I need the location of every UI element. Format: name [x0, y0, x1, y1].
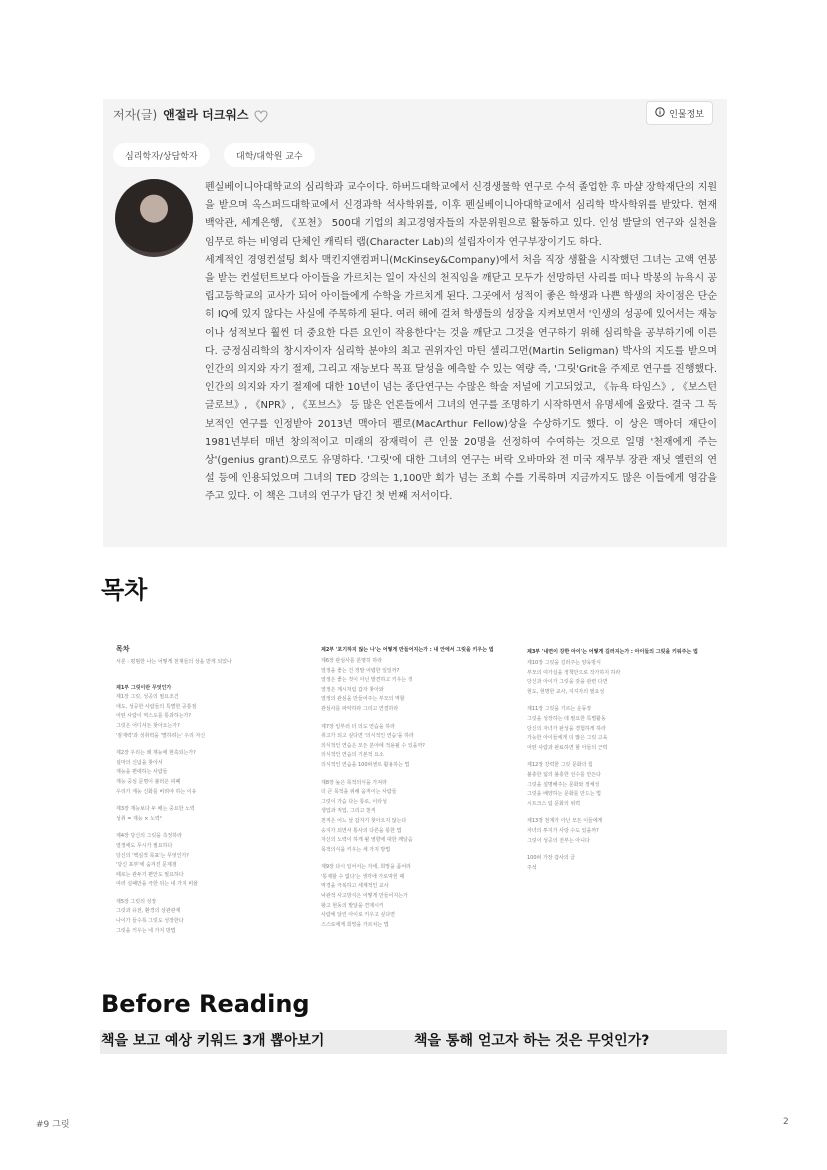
toc-entry: 나이가 들수록 그릿도 성장한다 — [116, 918, 184, 925]
info-icon — [655, 107, 665, 120]
toc-entry: 어떤 사람과 완료하면 할 아들의 근력 — [527, 744, 608, 751]
toc-image — [103, 628, 727, 964]
toc-entry: 그릿을 설명해주는 문화와 정체성 — [527, 781, 600, 788]
keyword-prompt: 책을 보고 예상 키워드 3개 뽑아보기 — [101, 1033, 325, 1049]
toc-entry: 어떤 사람이 역스도를 통과하는가? — [116, 713, 192, 720]
page-number: 2 — [783, 1117, 789, 1127]
toc-gap — [527, 753, 727, 761]
toc-entry: 당신의 자녀가 완성을 경험하게 하라 — [527, 725, 606, 732]
toc-entry: 재능 중심 문명이 불러온 피폐 — [116, 778, 181, 785]
toc-entry: 숭지가 되면서 통사의 다른을 통한 법 — [321, 827, 402, 834]
toc-entry: 제3장 재능보다 두 배는 중요한 노력 — [116, 806, 195, 813]
toc-entry: 자신의 노력이 하게 될 영향에 대한 깨달음 — [321, 837, 413, 844]
heart-icon[interactable] — [254, 108, 268, 121]
toc-entry: 열정의 관심을 만들어주는 부모의 역할 — [321, 696, 405, 703]
toc-entry: 자녀의 투지가 사랑 수도 있을까? — [527, 827, 599, 834]
toc-entry: 당신과 아이가 그릿을 갖을 관련 다면 — [527, 679, 608, 686]
toc-entry: 불충한 팀의 불충한 선수를 만든다 — [527, 771, 601, 778]
toc-gap — [527, 809, 727, 817]
toc-title: 목차 — [101, 576, 148, 604]
toc-entry: '잠재력'과 성취력을 '별하려는' 우리 자신 — [116, 732, 206, 739]
toc-entry: 열정을 좋는 건 정말 어렵한 일일까? — [321, 667, 400, 674]
toc-entry: 제2장 우리는 왜 재능에 현혹되는가? — [116, 750, 196, 757]
toc-gap — [527, 697, 727, 705]
toc-entry: '통제할 수 없다'는 생각에 가로막힌 때 — [321, 873, 405, 880]
toc-entry: 제4장 당신의 그릿을 측정하라 — [116, 833, 182, 840]
author-bio — [205, 179, 717, 507]
author-role: 저자(글) — [113, 107, 158, 122]
toc-entry: 설마의 신념을 찾아서 — [116, 759, 163, 766]
author-tag[interactable]: 심리학자/상담학자 — [113, 143, 210, 167]
toc-gap — [321, 855, 521, 863]
toc-entry: 왕고 현동의 발달을 견제시키 — [321, 902, 384, 909]
toc-column-heading: 제3부 '내면이 강한 아이'는 어떻게 길러지는가 : 아이들의 그릿을 키워주는 법 — [527, 649, 698, 655]
toc-entry: 때로는 관두기 편안도 필요하다 — [116, 871, 184, 878]
toc-entry: 주석 — [527, 864, 537, 871]
bio-paragraph: 세계적인 경영컨설팅 회사 맥킨지앤컴퍼니(McKinsey&Company)에서 처음 직장 생활을 시작했던 그녀는 고액 연봉을 받는 컨설턴트보다 아이들을 가르치는 일이 자신의 천직임을 깨닫고 모두가 선망하던 사리를 떠나 박봉의 뉴욕시 공립고등학교의 교사가 되어 아이들에게 수학을 가르치게 된다. 그곳에서 성적이 좋은 학생과 나쁜 학생의 차이점은 단순히 IQ에 있지 않다는 사실에 주목하게 된다. 여러 해에 걸쳐 학생들의 성장을 지켜보면서 '인생의 성공에 있어서는 재능이나 성적보다 훨씬 더 중요한 다른 요인이 작용한다'는 것을 깨닫고 그것을 연구하기 위해 심리학을 공부하기에 이른다. 긍정심리학의 창시자이자 심리학 분야의 최고 권위자인 마틴 셀리그먼(Martin Seligman) 박사의 지도를 받으며 인간의 의지와 자기 절제, 그리고 재능보다 목표 달성을 예측할 수 있는 역량 즉, '그릿'Grit을 주제로 연구를 진행했다. 인간의 의지와 자기 절제에 대한 10년이 넘는 종단연구는 수많은 학술 저널에 기고되었고, 《뉴욕 타임스》, 《보스턴 글로브》, 《NPR》, 《포브스》 등 많은 언론들에서 그녀의 연구를 조명하기 시작하면서 유명세에 올랐다. 결국 그 독보적인 연구를 인정받아 2013년 맥아더 펠로(MacArthur Fellow)상을 수상하기도 했다. 이 상은 맥아더 재단이 1981년부터 매년 창의적이고 미래의 잠재력이 큰 인물 20명을 선정하여 수여하는 것으로 일명 '천재에게 주는 상'(genius grant)으로도 유명하다. '그릿'에 대한 그녀의 연구는 버락 오바마와 전 미국 재무부 장관 재닛 옐런의 연설 등에 인용되었으며 그녀의 TED 강의는 1,100만 회가 넘는 조회 수를 기록하며 지금까지도 많은 이들에게 영감을 주고 있다. 이 책은 그녀의 연구가 담긴 첫 번째 저서이다. — [205, 254, 717, 503]
toc-entry: 제11장 그릿을 기르는 운동장 — [527, 706, 592, 713]
toc-entry: 사람에 달린 아이로 키우고 싶다면 — [321, 912, 395, 919]
toc-entry: 제13장 천재가 아닌 모든 이들에게 — [527, 818, 603, 825]
toc-entry: 그릿을 키우는 네 가지 방법 — [116, 927, 176, 934]
toc-entry: 그릿이 가슴 다는 통로, 이타성 — [321, 798, 387, 805]
toc-column — [527, 648, 727, 873]
toc-entry: '당신 포부'에 숨겨진 문제점 — [116, 862, 177, 869]
toc-entry: 생업과 직업, 그리고 천직 — [321, 808, 376, 815]
author-name[interactable]: 앤절라 더크워스 — [163, 107, 249, 122]
toc-entry: 그릿이 성공의 전부는 아니다 — [527, 837, 590, 844]
author-header — [113, 103, 268, 125]
toc-entry: 취고가 되고 싶다면 '의식적인 연습'을 하라 — [321, 733, 414, 740]
toc-entry: 제9장 다시 일어서는 자세, 희망을 품어라 — [321, 864, 411, 871]
toc-column — [321, 646, 521, 930]
toc-entry: 제10장 그릿을 길러주는 양육방식 — [527, 660, 601, 666]
toc-entry: 부모의 여가실을 정책만으로 작가하지 하라 — [527, 669, 621, 676]
toc-column-heading: 목차 — [116, 645, 130, 653]
toc-entry: 제12장 강력한 그릿 문화의 힘 — [527, 762, 593, 769]
author-tag[interactable]: 대학/대학원 교수 — [224, 143, 315, 167]
profile-info-button[interactable] — [646, 101, 713, 125]
toc-entry: 제5장 그릿의 성장 — [116, 898, 157, 905]
toc-entry: 역경을 극복하고 세계적인 교사 — [321, 883, 389, 890]
toc-entry: 그릿을 성장하는 데 필요한 특별활동 — [527, 715, 606, 722]
toc-entry: 여러 실패만을 극한 뒤는 내 가지 비율 — [116, 881, 198, 888]
author-photo — [115, 179, 193, 257]
toc-entry: 그릿과 유전, 환경의 상관관계 — [116, 908, 181, 915]
toc-entry: 관심사를 파악하라 그리고 연결하라 — [321, 705, 399, 712]
toc-gap — [321, 715, 521, 723]
toc-entry: 열정은 계시처럼 갑자 찾아와 — [321, 686, 384, 693]
toc-column-heading: 제2부 '포기하지 않는 나'는 어떻게 만들어지는가 : 내 안에서 그릿을 키우는 법 — [321, 647, 494, 653]
footer-book-label: #9 그릿 — [36, 1120, 70, 1130]
author-card — [103, 99, 727, 547]
toc-entry: 성취 = 재능 × 노력² — [116, 815, 162, 822]
toc-entry: 그릿을 배양하는 문화를 만드는 법 — [527, 791, 601, 798]
toc-entry: 당신의 '핵심적 목표'는 무엇인가? — [116, 852, 189, 859]
toc-entry: 의식적인 연습은 모든 분야에 적용될 수 있을까? — [321, 742, 425, 749]
toc-entry: 천직은 어느 날 갑자기 찾아오지 않는다 — [321, 817, 407, 824]
toc-gap — [321, 771, 521, 779]
toc-entry: 스스로에게 희망을 가르치는 법 — [321, 921, 389, 928]
toc-gap — [116, 741, 316, 749]
toc-entry: 제1부 그릿이란 무엇인가 — [116, 684, 172, 691]
toc-entry: 제6장 관심사를 분명히 하라 — [321, 658, 383, 664]
toc-entry: 낙관적 사고방식은 어떻게 만들어지는가 — [321, 893, 408, 900]
toc-entry: 우리가 재능 신화를 버려야 하는 이유 — [116, 788, 197, 795]
toc-gap — [116, 824, 316, 832]
toc-entry: 열정에도 무시가 필요하다 — [116, 842, 173, 849]
toc-entry: 목적의식을 키우는 세 가지 방법 — [321, 846, 391, 853]
toc-entry: 제7장 일부러 더 의도 연습을 하라 — [321, 723, 395, 730]
toc-entry: 제1장 그릿, 성공의 필요조건 — [116, 694, 179, 701]
before-reading-title: Before Reading — [101, 990, 310, 1018]
profile-info-label: 인물정보 — [669, 109, 704, 120]
toc-entry: 현도, 현명한 교사, 지지자의 필요성 — [527, 688, 605, 695]
toc-entry: 100퍼 가장 갑사의 글 — [527, 855, 576, 862]
toc-entry: 더 큰 목적을 위해 움직이는 사람들 — [321, 789, 397, 796]
toc-entry: 시트크스 팀 문화의 위력 — [527, 800, 581, 807]
toc-entry: 가능한 아이들에게 더 많은 그릿 고육 — [527, 735, 608, 742]
toc-gap — [116, 890, 316, 898]
toc-entry: 의식적인 연습의 기본적 요소 — [321, 752, 384, 759]
toc-entry: 제8장 높은 목적의식을 가져라 — [321, 779, 387, 786]
toc-entry: 서론 : 평범한 나는 어떻게 천재들의 상을 받게 되었나 — [116, 659, 232, 665]
toc-entry: 열정은 좋는 것이 아닌 발견하고 키우는 것 — [321, 677, 413, 684]
toc-entry: 애도, 성공한 사람들의 특별한 공통점 — [116, 703, 197, 710]
toc-entry: 재능을 편애하는 사람들 — [116, 769, 168, 776]
toc-entry: 의식적인 연습을 100퍼센트 활용하는 법 — [321, 761, 410, 768]
toc-entry: 그릿은 어디서든 찾아오는가? — [116, 722, 180, 729]
toc-gap — [116, 797, 316, 805]
toc-gap — [527, 846, 727, 854]
toc-gap — [116, 668, 316, 676]
toc-column — [116, 644, 316, 936]
bio-paragraph: 펜실베이니아대학교의 심리학과 교수이다. 하버드대학교에서 신경생물학 연구로 수석 졸업한 후 마샬 장학재단의 지원을 받으며 옥스퍼드대학교에서 신경과학 석사학위를, 이후 펜실베이니아대학교에서 심리학 박사학위를 받았다. 현재 백악관, 세계은행, 《포천》 500대 기업의 최고경영자들의 자문위원으로 활동하고 있다. 인성 발달의 연구와 실천을 임무로 하는 비영리 단체인 캐릭터 랩(Character Lab)의 설립자이자 연구부장이기도 하다. — [205, 182, 717, 248]
goal-prompt: 책을 통해 얻고자 하는 것은 무엇인가? — [414, 1033, 650, 1049]
